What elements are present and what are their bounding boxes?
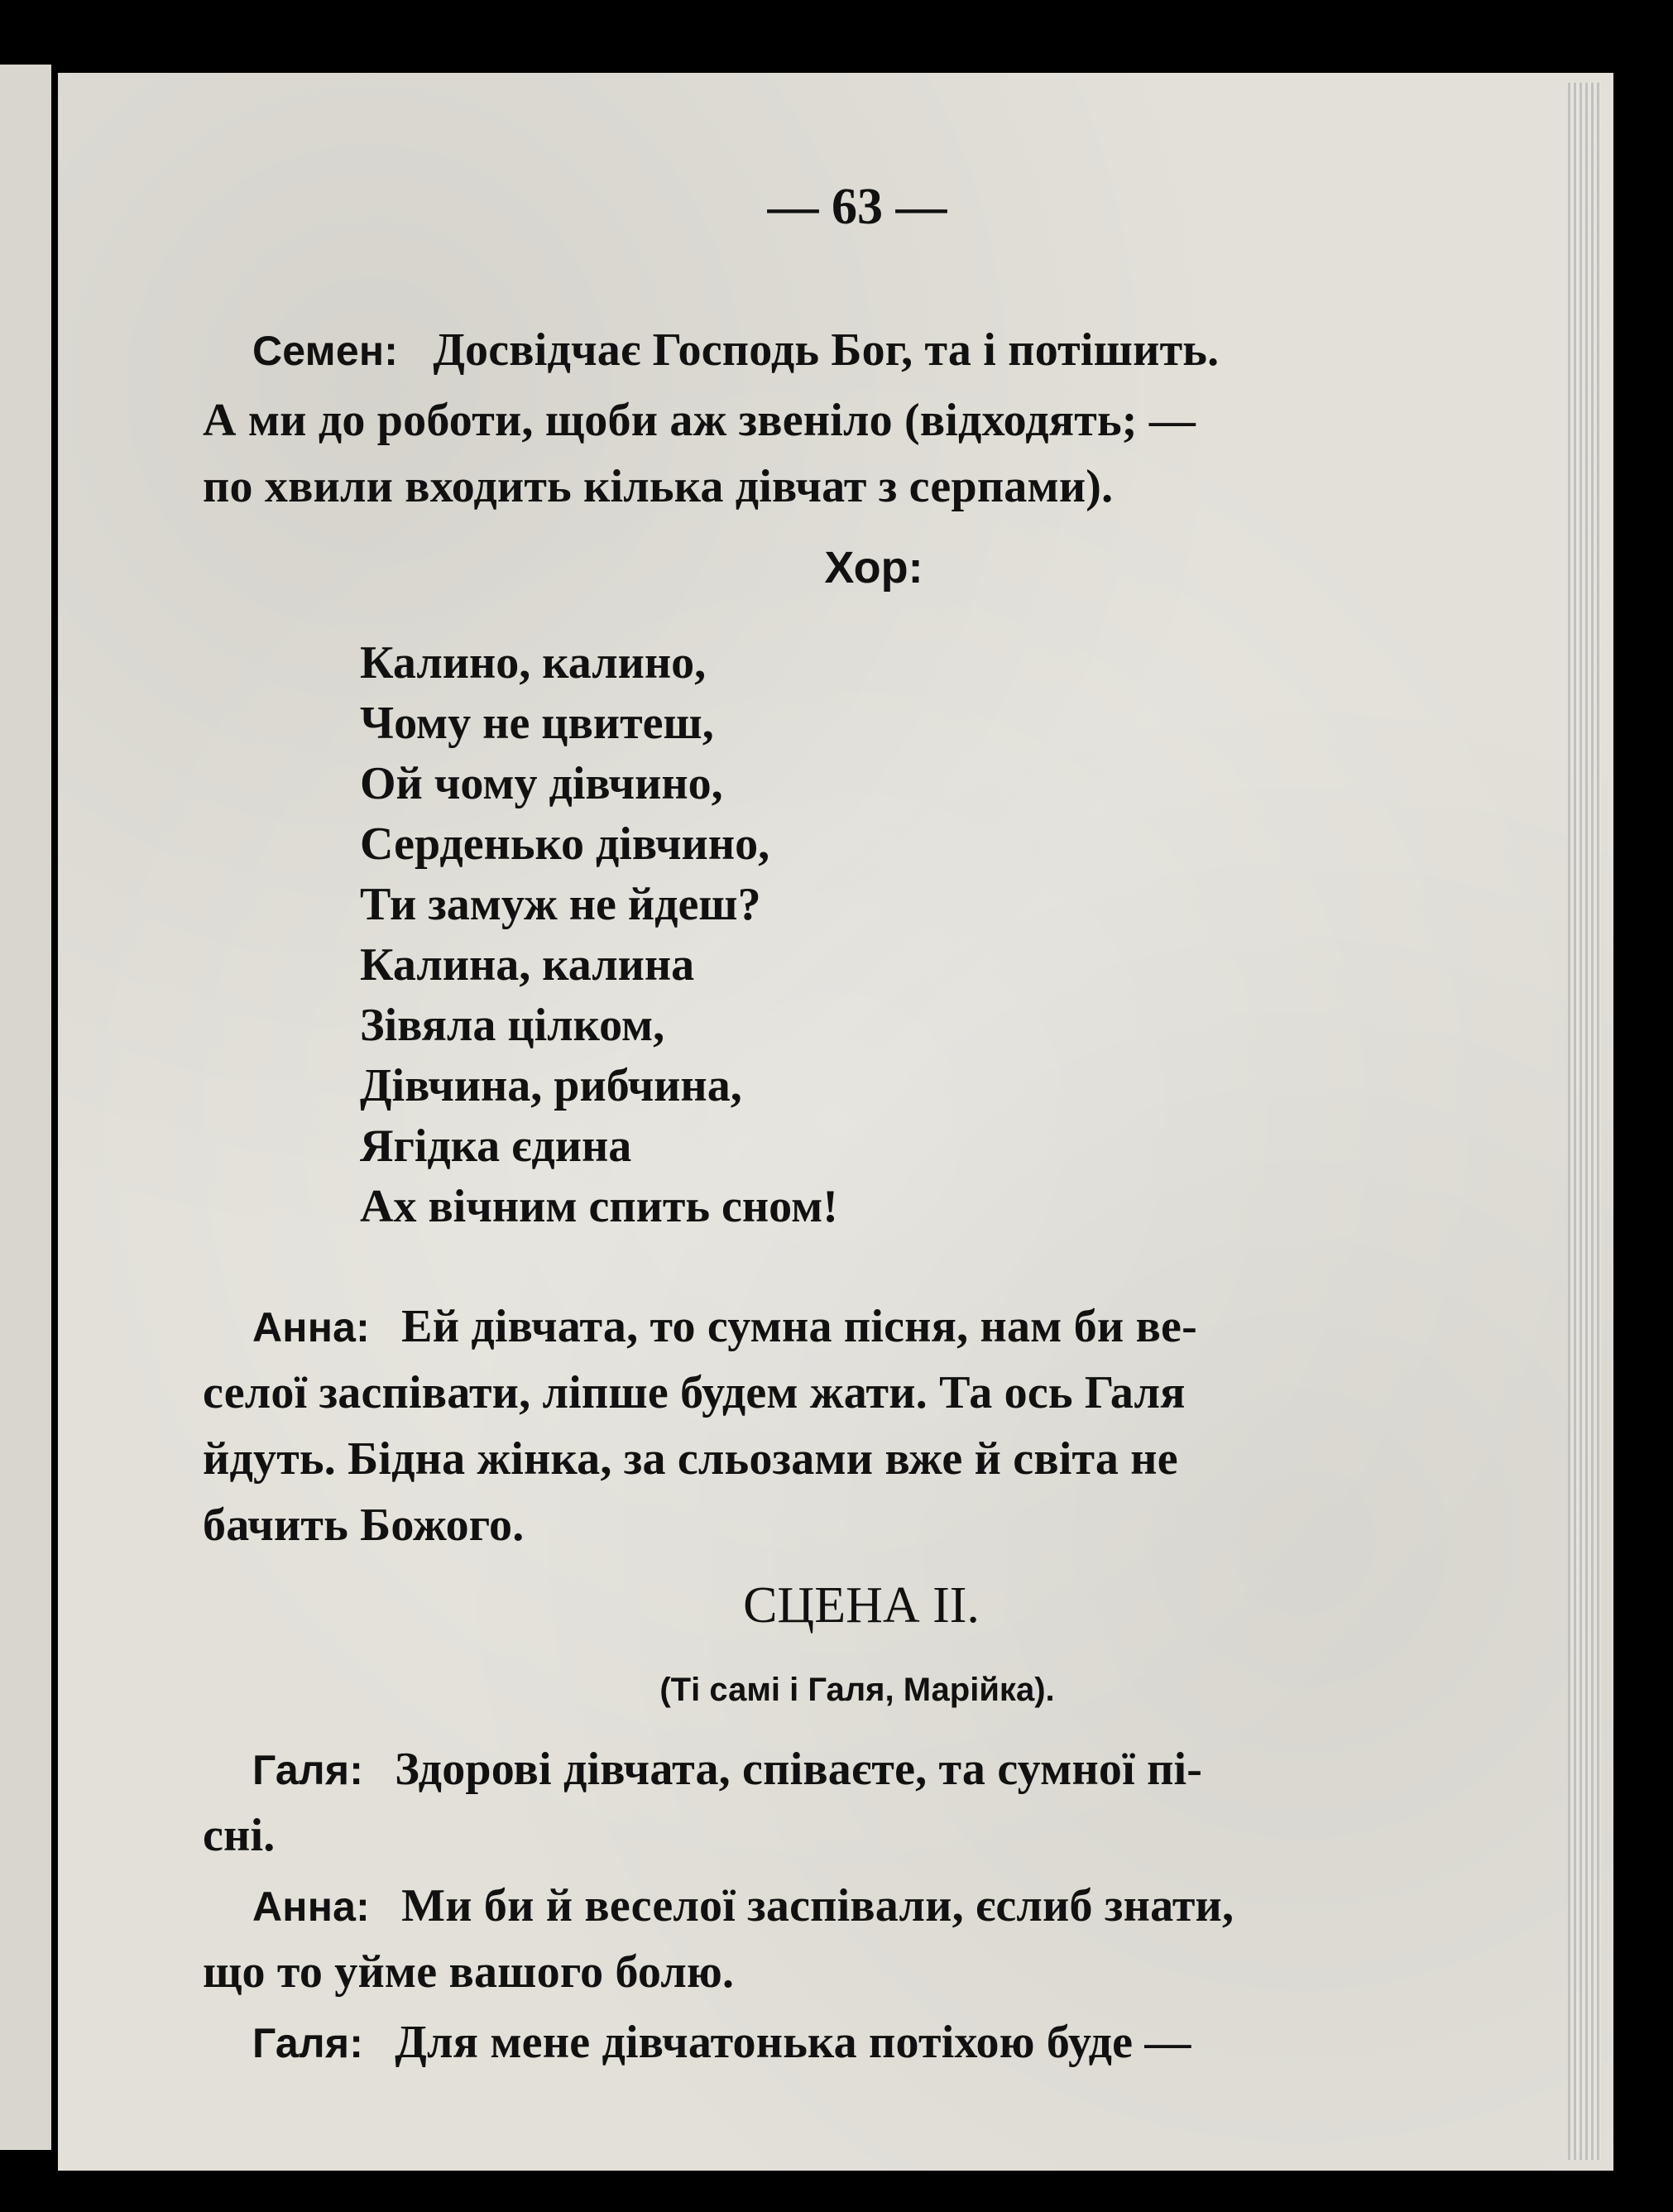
speaker-galya-2: Галя: bbox=[252, 2020, 364, 2066]
speaker-anna-2: Анна: bbox=[252, 1883, 370, 1930]
poem-line: Ягідка єдина bbox=[360, 1120, 632, 1172]
anna-line-1 bbox=[252, 1295, 1197, 1359]
galya-line-1 bbox=[252, 1738, 1202, 1802]
poem-line: Калино, калино, bbox=[360, 637, 707, 689]
poem-line: Калина, калина bbox=[360, 939, 695, 991]
chorus-heading: Хор: bbox=[824, 543, 923, 593]
galya2-text-1: Для мене дівчатонька потіхою буде — bbox=[395, 2017, 1191, 2068]
galya-text-2: сні. bbox=[203, 1810, 276, 1861]
speaker-galya: Галя: bbox=[252, 1747, 364, 1793]
anna-text-2: селої заспівати, ліпше будем жати. Та ось Галя bbox=[203, 1367, 1186, 1418]
speaker-anna: Анна: bbox=[252, 1304, 370, 1351]
speaker-semen: Семен: bbox=[252, 328, 399, 374]
poem-line: Дівчина, рибчина, bbox=[360, 1060, 742, 1111]
adjacent-page-edge bbox=[0, 65, 51, 2150]
scene-title: СЦЕНА II. bbox=[743, 1577, 980, 1634]
anna2-text-2: що то уйме вашого болю. bbox=[203, 1946, 735, 1998]
semen-line-1 bbox=[252, 319, 1219, 382]
anna-text-4: бачить Божого. bbox=[203, 1499, 525, 1551]
anna-text-1: Ей дівчата, то сумна пісня, нам би ве- bbox=[401, 1301, 1197, 1352]
page-number: — 63 — bbox=[767, 179, 947, 235]
poem-line: Ой чому дівчино, bbox=[360, 758, 723, 809]
semen-text-1: Досвідчає Господь Бог, та і потішить. bbox=[433, 324, 1220, 376]
poem-line: Ах вічним спить сном! bbox=[360, 1181, 838, 1232]
scene-subtitle: (Ті самі і Галя, Марійка). bbox=[659, 1672, 1055, 1708]
galya-text-1: Здорові дівчата, співаєте, та сумної пі- bbox=[395, 1744, 1203, 1795]
semen-text-3: по хвили входить кілька дівчат з серпами). bbox=[203, 461, 1114, 512]
anna2-line-1 bbox=[252, 1874, 1234, 1938]
poem-block bbox=[360, 633, 838, 1237]
anna2-text-1: Ми би й веселої заспівали, єслиб знати, bbox=[401, 1880, 1234, 1931]
galya2-line-1 bbox=[252, 2011, 1191, 2075]
poem-line: Ти замуж не йдеш? bbox=[360, 879, 761, 930]
poem-line: Серденько дівчино, bbox=[360, 818, 770, 870]
anna-text-3: йдуть. Бідна жінка, за сльозами вже й світа не bbox=[203, 1433, 1178, 1485]
semen-text-2: А ми до роботи, щоби аж звеніло (відходять; — bbox=[203, 395, 1196, 446]
poem-line: Зівяла цілком, bbox=[360, 1000, 665, 1051]
page-stack-edge bbox=[1568, 83, 1601, 2160]
poem-line: Чому не цвитеш, bbox=[360, 698, 714, 749]
